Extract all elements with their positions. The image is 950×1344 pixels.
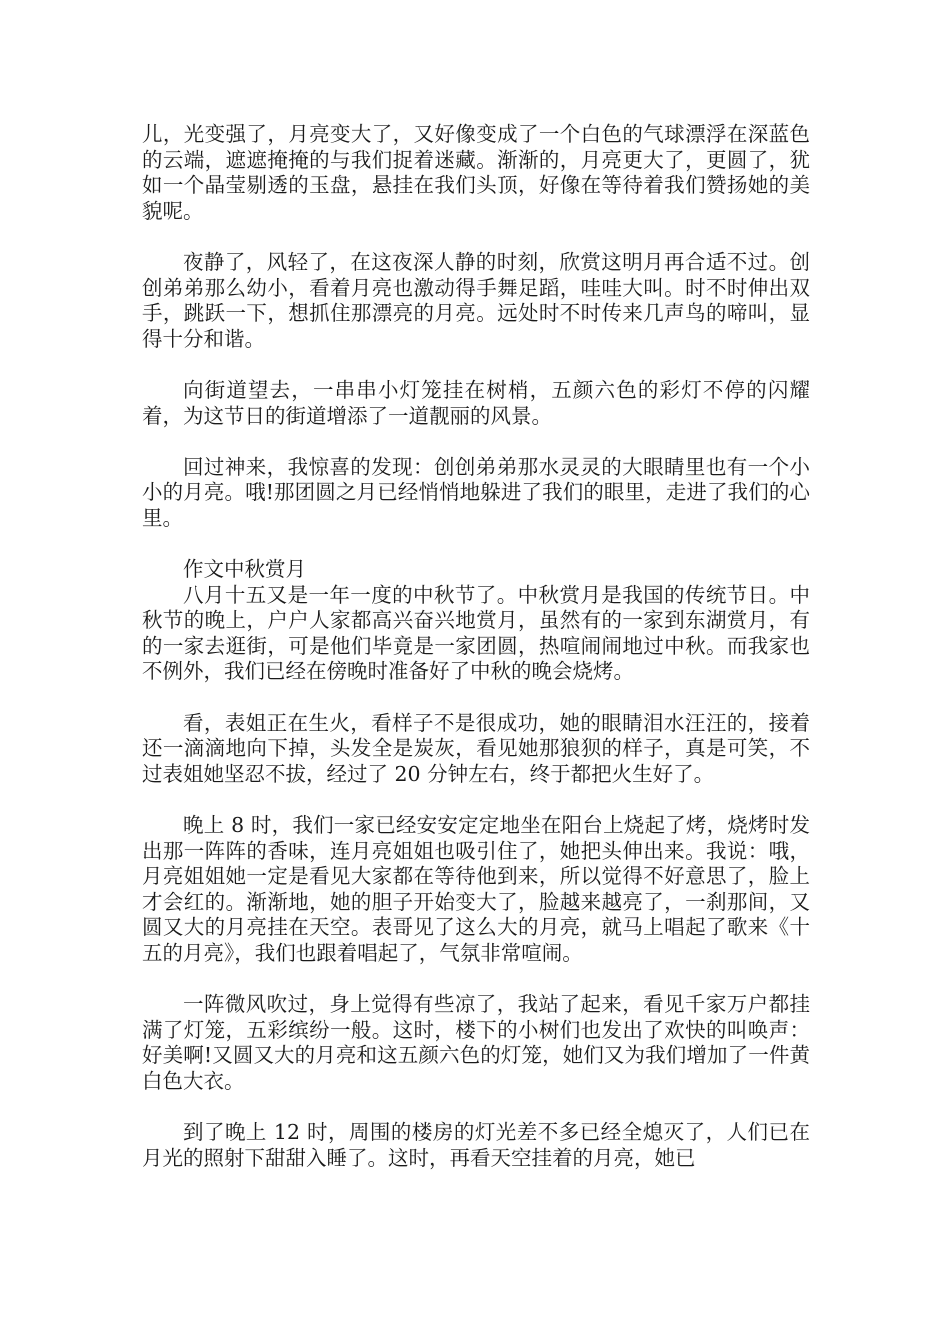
paragraph: 儿，光变强了，月亮变大了，又好像变成了一个白色的气球漂浮在深蓝色的云端，遮遮掩掩的与我们捉着迷藏。渐渐的，月亮更大了，更圆了，犹如一个晶莹剔透的玉盘，悬挂在我们头顶，好像在等待着我们赞扬她的美貌呢。	[142, 122, 810, 223]
paragraph: 夜静了，风轻了，在这夜深人静的时刻，欣赏这明月再合适不过。创创弟弟那么幼小，看着月亮也激动得手舞足蹈，哇哇大叫。时不时伸出双手，跳跃一下，想抓住那漂亮的月亮。远处时不时传来几声鸟的啼叫，显得十分和谐。	[142, 249, 810, 351]
paragraph: 回过神来，我惊喜的发现：创创弟弟那水灵灵的大眼睛里也有一个小小的月亮。哦!那团圆之月已经悄悄地躲进了我们的眼里，走进了我们的心里。	[142, 454, 810, 530]
paragraph: 八月十五又是一年一度的中秋节了。中秋赏月是我国的传统节日。中秋节的晚上，户户人家都高兴奋兴地赏月，虽然有的一家到东湖赏月，有的一家去逛街，可是他们毕竟是一家团圆，热喧闹闹地过中秋。而我家也不例外，我们已经在傍晚时准备好了中秋的晚会烧烤。	[142, 582, 810, 684]
paragraph: 向街道望去，一串串小灯笼挂在树梢，五颜六色的彩灯不停的闪耀着，为这节日的街道增添了一道靓丽的风景。	[142, 377, 810, 428]
section-title: 作文中秋赏月	[183, 557, 306, 582]
paragraph: 晚上 8 时，我们一家已经安安定定地坐在阳台上烧起了烤，烧烤时发出那一阵阵的香味，连月亮姐姐也吸引住了，她把头伸出来。我说：哦，月亮姐姐她一定是看见大家都在等待他到来，所以觉得不好意思了，脸上才会红的。渐渐地，她的胆子开始变大了，脸越来越亮了，一刹那间，又圆又大的月亮挂在天空。表哥见了这么大的月亮，就马上唱起了歌来《十五的月亮》，我们也跟着唱起了，气氛非常喧闹。	[142, 813, 810, 965]
paragraph: 一阵微风吹过，身上觉得有些凉了，我站了起来，看见千家万户都挂满了灯笼，五彩缤纷一般。这时，楼下的小树们也发出了欢快的叫唤声：好美啊!又圆又大的月亮和这五颜六色的灯笼，她们又为我们增加了一件黄白色大衣。	[142, 992, 810, 1093]
paragraph: 看，表姐正在生火，看样子不是很成功，她的眼睛泪水汪汪的，接着还一滴滴地向下掉，头发全是炭灰，看见她那狼狈的样子，真是可笑，不过表姐她坚忍不拔，经过了 20 分钟左右，终于都把火生好了。	[142, 710, 810, 786]
paragraph: 到了晚上 12 时，周围的楼房的灯光差不多已经全熄灭了，人们已在月光的照射下甜甜入睡了。这时，再看天空挂着的月亮，她已	[142, 1120, 810, 1170]
document-body	[142, 122, 810, 1171]
